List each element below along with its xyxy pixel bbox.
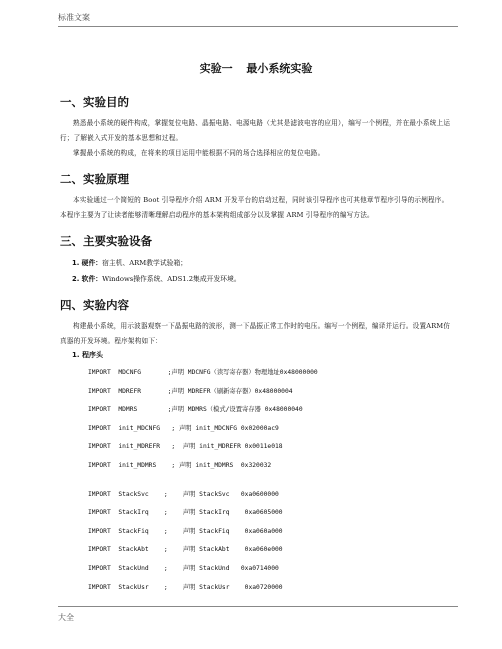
code-line: IMPORT MDCNFG ;声明 MDCNFG（读写寄存器）物理地址0x48000000	[88, 369, 318, 376]
software-label: 2. 软件：	[72, 275, 103, 283]
page-footer: 大全	[58, 613, 74, 622]
title-part2: 最小系统实验	[246, 62, 313, 75]
code-line: IMPORT StackIrq ; 声明 StackIrq 0xa0605000	[88, 509, 283, 517]
document-body	[60, 60, 452, 597]
software-text: Windows操作系统、ADS1.2集成开发环境。	[102, 275, 241, 283]
equipment-item-software	[72, 271, 452, 287]
code-line: IMPORT StackUsr ; 声明 StackUsr 0xa0720000	[88, 583, 283, 591]
purpose-paragraph-2: 掌握最小系统的构成，在将来的项目运用中能根据不同的场合选择相应的复位电路。	[73, 149, 325, 157]
section-heading-content: 四、实验内容	[60, 298, 129, 312]
program-header-subheading: 1. 程序头	[72, 351, 103, 359]
code-line: IMPORT StackAbt ; 声明 StackAbt 0xa060e000	[88, 546, 283, 554]
hardware-label: 1. 硬件：	[72, 259, 103, 267]
purpose-paragraph-1: 熟悉最小系统的硬件构成，掌握复位电路、晶振电路、电源电路（尤其是滤波电容的应用），编写一个例程，并在最小系统上运行；了解嵌入式开发的基本思想和过程。	[60, 119, 451, 142]
page-header: 标准文案	[58, 13, 90, 22]
footer-rule	[58, 606, 458, 607]
code-line: IMPORT init_MDMRS ; 声明 init_MDMRS 0x320032	[88, 461, 272, 469]
equipment-item-hardware	[72, 255, 452, 271]
code-line: IMPORT StackFiq ; 声明 StackFiq 0xa060a000	[88, 527, 283, 535]
document-title	[60, 60, 452, 76]
section-heading-principle: 二、实验原理	[60, 172, 129, 186]
code-line: IMPORT MDMRS ;声明 MDMRS（模式/设置寄存器 0x48000040	[88, 406, 303, 414]
code-line: IMPORT init_MDCNFG ; 声明 init_MDCNFG 0x02000ac9	[88, 424, 279, 432]
section-heading-purpose: 一、实验目的	[60, 95, 129, 109]
title-part1: 实验一	[199, 62, 233, 75]
code-gap	[60, 476, 452, 486]
hardware-text: 宿主机、ARM教学试验箱；	[102, 259, 188, 267]
code-line: IMPORT StackUnd ; 声明 StackUnd 0xa0714000	[88, 564, 279, 572]
code-line: IMPORT StackSvc ; 声明 StackSvc 0xa0600000	[88, 490, 279, 498]
principle-paragraph: 本实验通过一个简短的 Boot 引导程序介绍 ARM 开发平台的启动过程，同时该引导程序也可其他章节程序引导的示例程序。本程序主要为了让读者能够清晰理解启动程序的基本架构组成部分以及掌握 ARM 引导程序的编写方法。	[60, 196, 449, 219]
content-paragraph: 构建最小系统，用示波器观察一下晶振电路的波形，测一下晶振正常工作时的电压。编写一个例程，编译并运行。设置ARM仿真器的开发环境。程序架构如下：	[60, 322, 451, 345]
section-heading-equipment: 三、主要实验设备	[60, 234, 152, 248]
header-rule	[58, 26, 458, 27]
code-line: IMPORT MDREFR ;声明 MDREFR（刷新寄存器）0x48000004	[88, 387, 293, 395]
code-line: IMPORT init_MDREFR ; 声明 init_MDREFR 0x0011e018	[88, 443, 283, 451]
